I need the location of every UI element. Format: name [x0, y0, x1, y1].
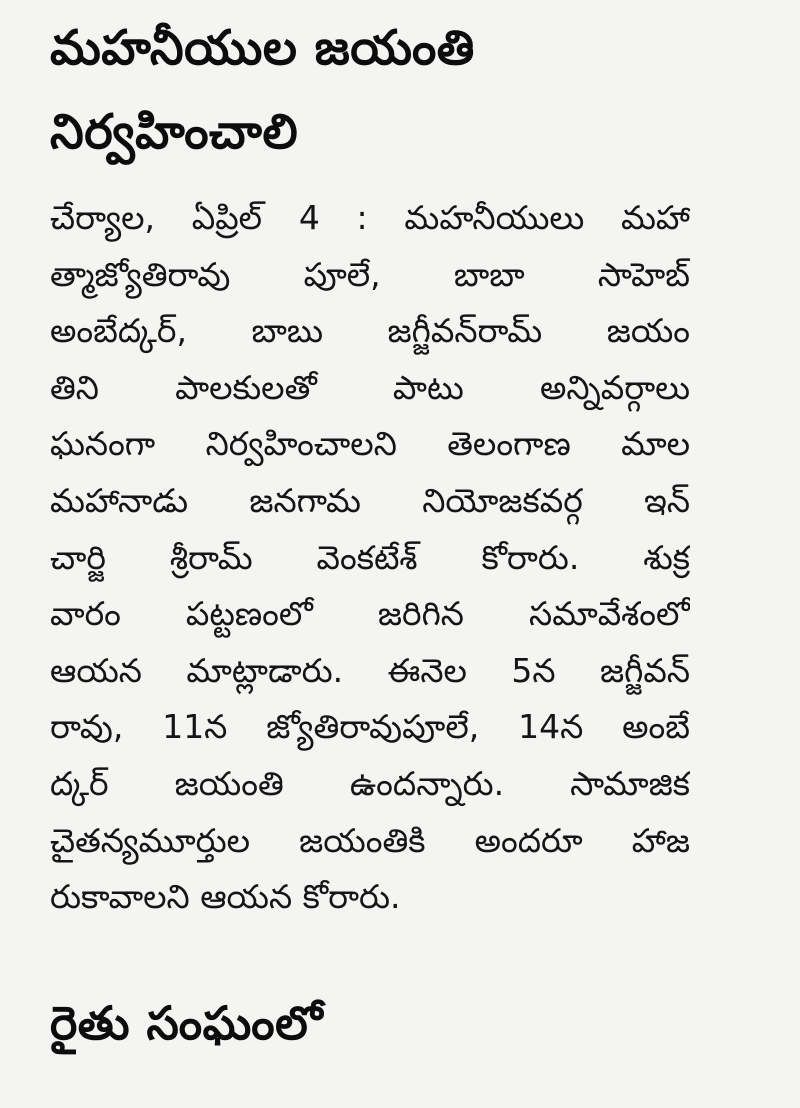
body-line: ద్కర్ జయంతి ఉందన్నారు. సామాజిక	[50, 763, 690, 803]
previous-article-cutoff	[0, 0, 800, 18]
body-line: ఘనంగా నిర్వహించాలని తెలంగాణ మాల	[50, 424, 690, 464]
body-line: అంబేద్కర్, బాబు జగ్జీవన్‌రామ్ జయం	[50, 311, 690, 351]
body-line: ఆయన మాట్లాడారు. ఈనెల 5న జగ్జీవన్	[50, 650, 690, 690]
body-line: చేర్యాల, ఏప్రిల్ 4 : మహనీయులు మహా	[50, 198, 690, 237]
body-line: చైతన్యమూర్తుల జయంతికి అందరూ హాజ	[50, 820, 690, 860]
next-article-cutoff	[0, 1080, 800, 1108]
next-article-headline: రైతు సంఘంలో	[50, 996, 323, 1050]
body-line: చార్జి శ్రీరామ్ వెంకటేశ్ కోరారు. శుక్ర	[50, 537, 690, 577]
article-body	[50, 190, 690, 926]
body-line: మహానాడు జనగామ నియోజకవర్గ ఇన్	[50, 480, 690, 520]
headline-line-1: మహనీయుల జయంతి	[50, 20, 475, 76]
body-line: రుకావాలని ఆయన కోరారు.	[50, 877, 401, 917]
body-line: త్మాజ్యోతిరావు పూలే, బాబా సాహెబ్	[50, 254, 690, 294]
headline-line-2: నిర్వహించాలి	[50, 104, 299, 160]
body-line: రావు, 11న జ్యోతిరావుపూలే, 14న అంబే	[50, 707, 690, 747]
body-line: తిని పాలకులతో పాటు అన్నివర్గాలు	[50, 367, 690, 407]
body-line: వారం పట్టణంలో జరిగిన సమావేశంలో	[50, 594, 690, 634]
